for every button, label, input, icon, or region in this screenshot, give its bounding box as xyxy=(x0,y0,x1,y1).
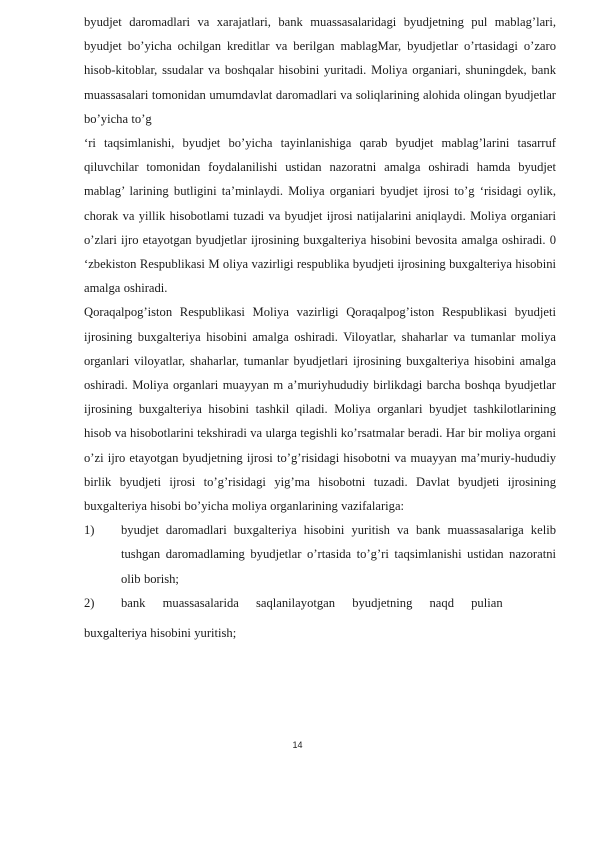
list-number: 1) xyxy=(84,523,95,538)
paragraph-1: byudjet daromadlari va xarajatlari, bank muassasalaridagi byudjetning pul mablag’lari, byudjet bo’yicha ochilgan kreditlar va berilgan mablagMar, byudjetlar o’rtasidagi o’zaro hisob-kitoblar, ssudalar va boshqalar hisobini yuritadi. Moliya organiari, shuningdek, bank muassasalari tomonidan umumdavlat daromadlari va soliqlarining alohida olingan byudjetlar bo’yicha to’g xyxy=(84,15,556,126)
paragraph-3: Qoraqalpog’iston Respublikasi Moliya vazirligi Qoraqalpog’iston Respublikasi byudjeti ijrosining buxgalteriya hisobini amalga oshiradi. Viloyatlar, shaharlar va tumanlar moliya organlari viloyatlar, shaharlar, tumanlar byudjetlari ijrosining buxgalteriya hisobini amalga oshiradi. Moliya organlari muayyan m a’muriyhududiy birlikdagi barcha boshqa byudjetlar ijrosining buxgalteriya hisobini tashkil qiladi. Moliya organlari byudjet tashkilotlarining hisob va hisobotlarini tekshiradi va ularga tegishli ko’rsatmalar beradi. Har bir moliya organi o’zi ijro etayotgan byudjetning ijrosi to’g’risidagi hisobotni va muayyan ma’muriy-hududiy birlik byudjeti ijrosi to’g’risidagi yig’ma hisobotni tuzadi. Davlat byudjeti ijrosining buxgalteriya hisobi bo’yicha moliya organlarining vazifalariga: xyxy=(84,305,556,514)
list-item-2-continuation: buxgalteriya hisobini yuritish; xyxy=(84,626,237,641)
paragraph-2: ‘ri taqsimlanishi, byudjet bo’yicha tayinlanishiga qarab byudjet mablag’larini tasarruf qiluvchilar tomonidan foydalanilishi ustidan nazoratni amalga oshiradi hamda byudjet mablag’ larining butligini ta’minlaydi. Moliya organiari byudjet ijrosi to’g ‘risidagi oylik, chorak va yillik hisobotlami tuzadi va byudjet ijrosi natijalarini aniqlaydi. Moliya organiari o’zlari ijro etayotgan byudjetlar ijrosining buxgalteriya hisobini bevosita amalga oshiradi. 0 ‘zbekiston Respublikasi M oliya vazirligi respublika byudjeti ijrosining buxgalteriya hisobini amalga oshiradi. xyxy=(84,136,556,296)
list-item-1 xyxy=(84,518,556,591)
page-number: 14 xyxy=(292,740,303,750)
document-page xyxy=(84,10,556,645)
list-item-2 xyxy=(84,591,556,615)
list-number: 2) xyxy=(84,595,95,610)
list-text: bank muassasalarida saqlanilayotgan byudjetning naqd pulian xyxy=(121,595,503,610)
list-text: byudjet daromadlari buxgalteriya hisobini yuritish va bank muassasalariga kelib tushgan daromadlaming byudjetlar o’rtasida to’g’ri taqsimlanishi ustidan nazoratni olib borish; xyxy=(121,523,556,586)
